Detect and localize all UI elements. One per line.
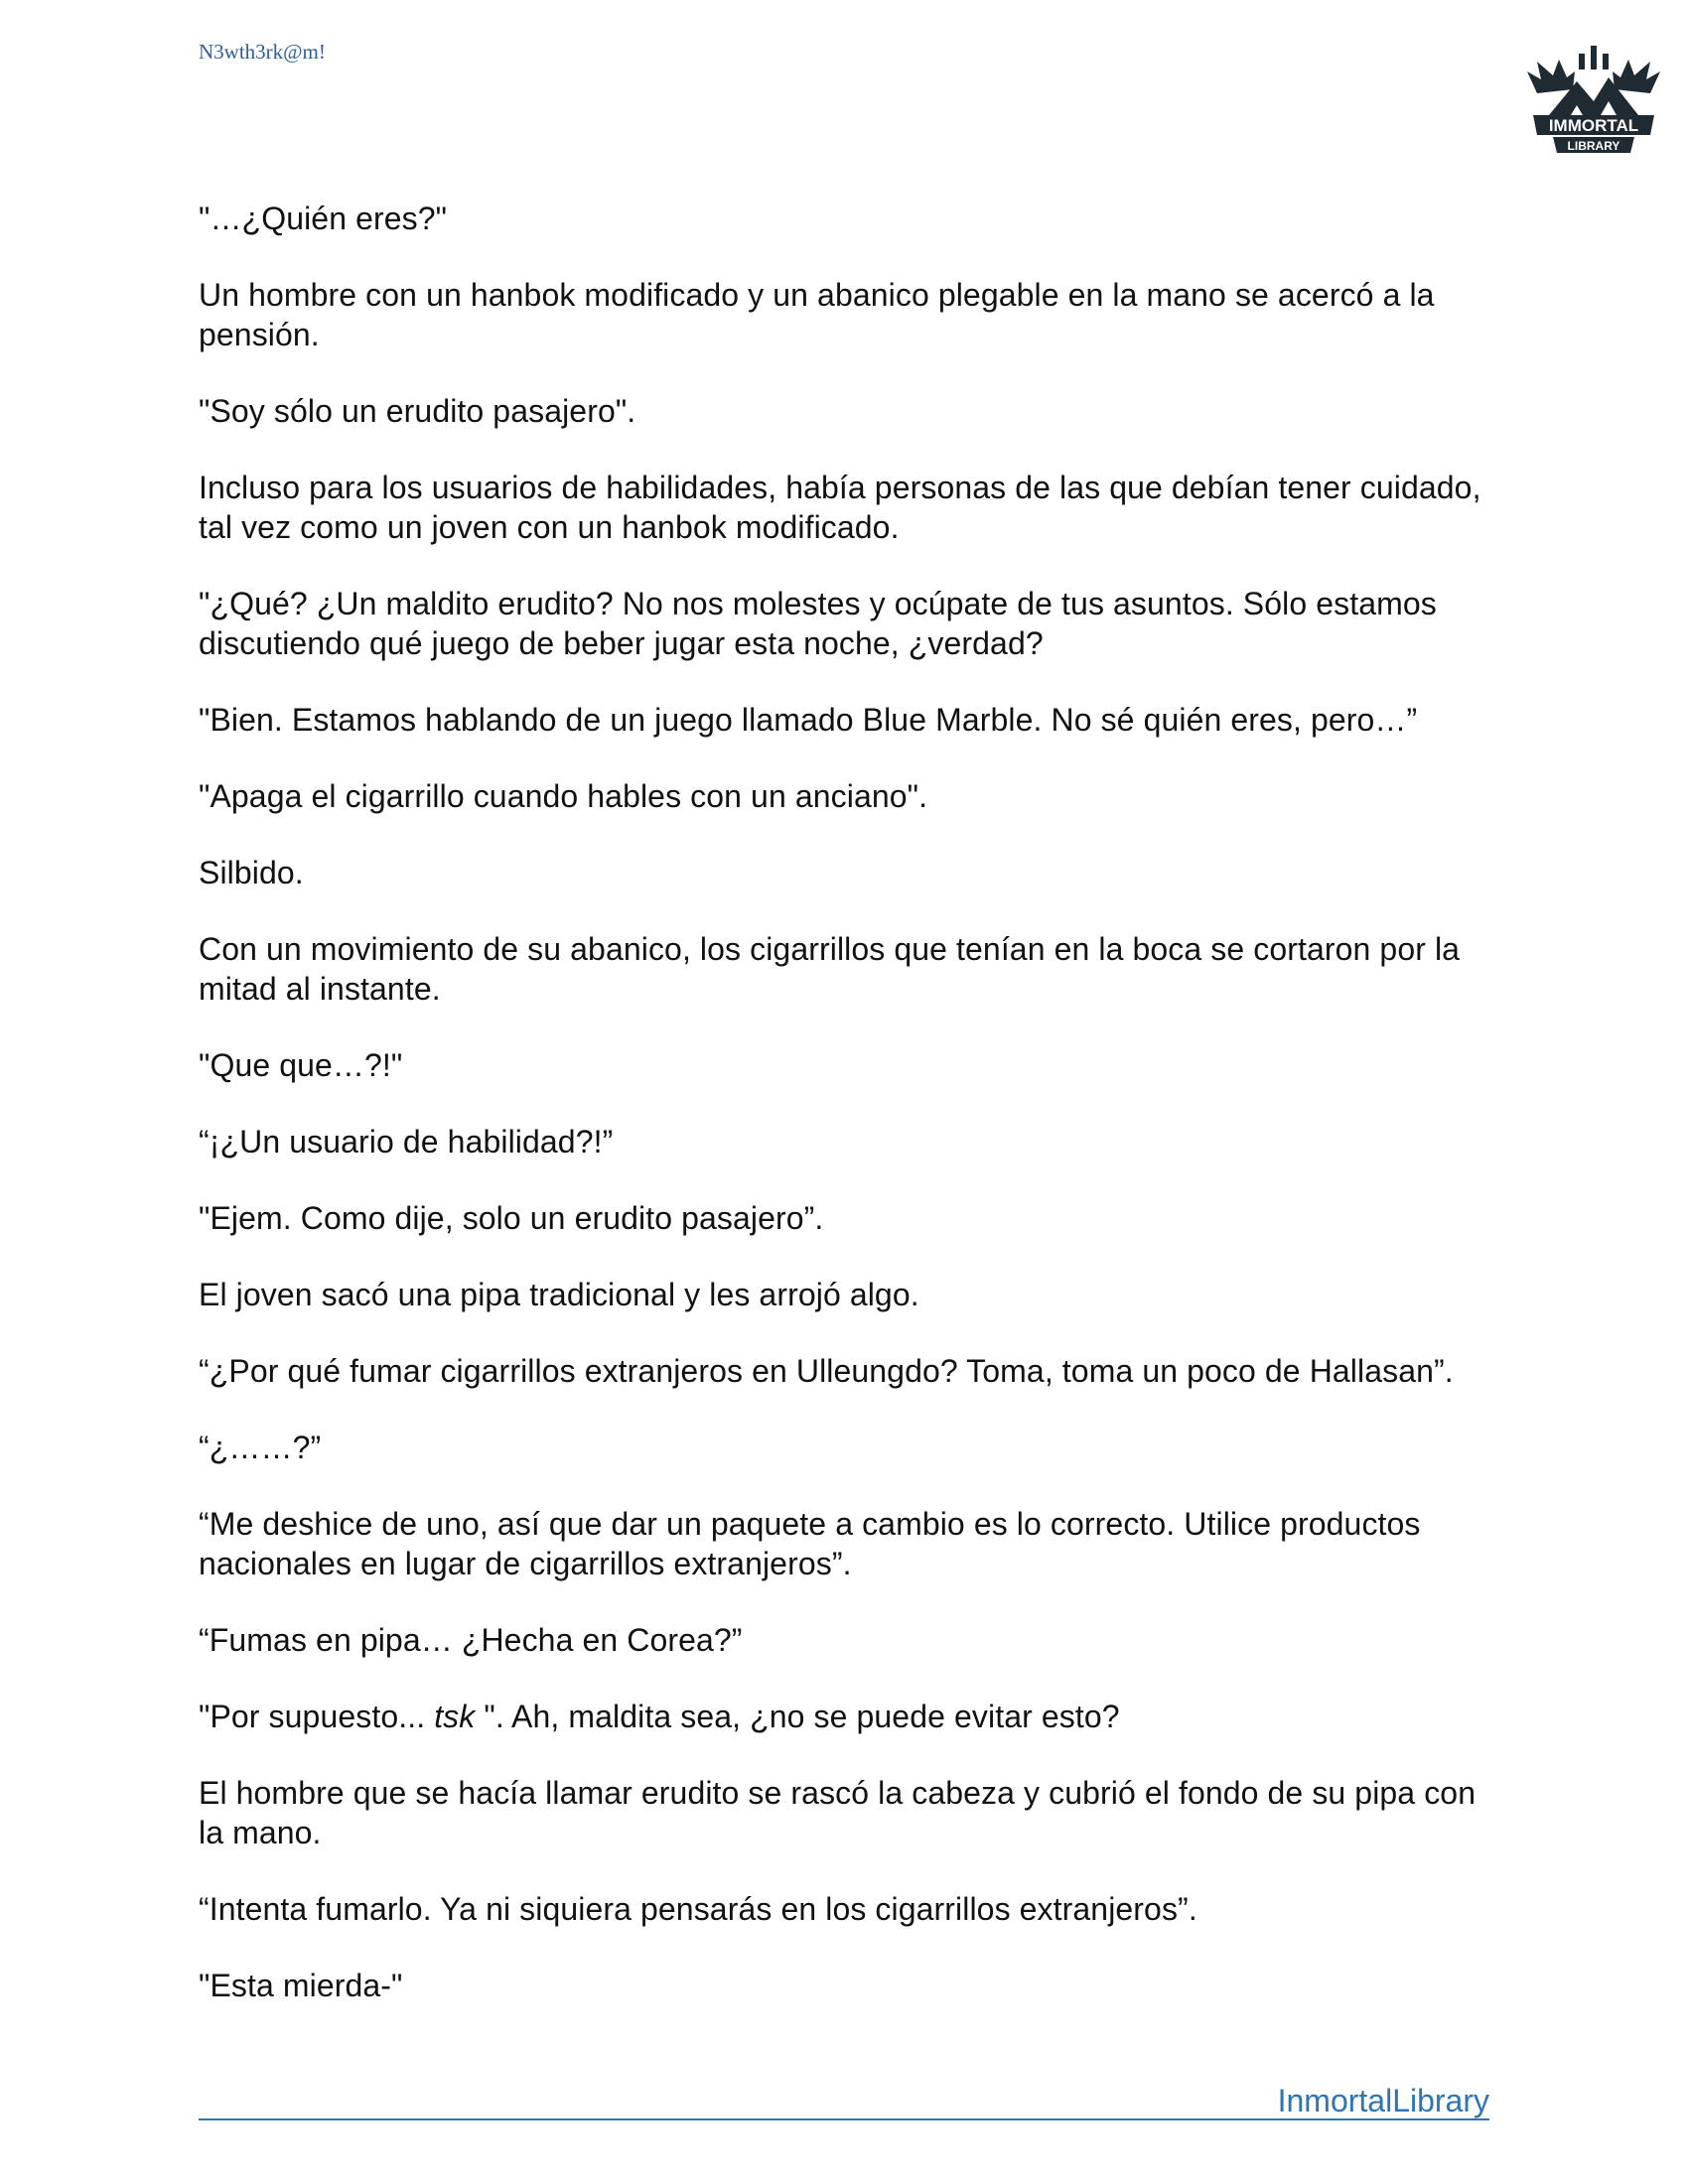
paragraph: Silbido. bbox=[199, 855, 304, 890]
paragraph: "…¿Quién eres?" bbox=[199, 201, 448, 236]
paragraph: "Soy sólo un erudito pasajero". bbox=[199, 393, 636, 429]
tsk-after: ". Ah, maldita sea, ¿no se puede evitar esto? bbox=[475, 1699, 1120, 1734]
immortal-library-logo bbox=[1519, 32, 1668, 161]
paragraph: “Me deshice de uno, así que dar un paquete a cambio es lo correcto. Utilice productos nacionales en lugar de cigarrillos extranjeros”. bbox=[199, 1506, 1421, 1581]
footer-divider bbox=[199, 2118, 1489, 2120]
paragraph: "¿Qué? ¿Un maldito erudito? No nos molestes y ocúpate de tus asuntos. Sólo estamos discutiendo qué juego de beber jugar esta noche, ¿verdad? bbox=[199, 586, 1437, 661]
tsk-italic: tsk bbox=[434, 1699, 476, 1734]
paragraph: "Esta mierda-" bbox=[199, 1968, 403, 2003]
paragraph: Con un movimiento de su abanico, los cigarrillos que tenían en la boca se cortaron por la mitad al instante. bbox=[199, 931, 1461, 1007]
logo-text-line1: IMMORTAL bbox=[1548, 116, 1639, 135]
paragraph: “¿Por qué fumar cigarrillos extranjeros en Ulleungdo? Toma, toma un poco de Hallasan”. bbox=[199, 1353, 1454, 1389]
paragraph: “Intenta fumarlo. Ya ni siquiera pensarás en los cigarrillos extranjeros”. bbox=[199, 1891, 1197, 1927]
paragraph: “Fumas en pipa… ¿Hecha en Corea?” bbox=[199, 1622, 743, 1658]
dragon-emblem-icon bbox=[1519, 32, 1668, 161]
tsk-before: "Por supuesto... bbox=[199, 1699, 435, 1734]
paragraph: El joven sacó una pipa tradicional y les arrojó algo. bbox=[199, 1277, 919, 1312]
paragraph: "Ejem. Como dije, solo un erudito pasajero”. bbox=[199, 1200, 824, 1236]
header-note: N3wth3rk@m! bbox=[199, 40, 326, 64]
paragraph: Incluso para los usuarios de habilidades, había personas de las que debían tener cuidado, tal vez como un joven con un hanbok modificado. bbox=[199, 470, 1481, 545]
paragraph: “¡¿Un usuario de habilidad?!” bbox=[199, 1124, 614, 1160]
paragraph: Un hombre con un hanbok modificado y un abanico plegable en la mano se acercó a la pensión. bbox=[199, 277, 1435, 352]
paragraph-tsk bbox=[199, 1697, 1499, 1736]
paragraph: "Apaga el cigarrillo cuando hables con un anciano". bbox=[199, 778, 928, 814]
paragraph: "Que que…?!" bbox=[199, 1047, 403, 1083]
paragraph: “¿……?” bbox=[199, 1430, 322, 1465]
logo-text-line2: LIBRARY bbox=[1567, 139, 1620, 153]
paragraph: El hombre que se hacía llamar erudito se rascó la cabeza y cubrió el fondo de su pipa con la mano. bbox=[199, 1775, 1477, 1850]
footer-link[interactable]: InmortalLibrary bbox=[1277, 2083, 1489, 2118]
document-body bbox=[199, 199, 1499, 2042]
paragraph: "Bien. Estamos hablando de un juego llamado Blue Marble. No sé quién eres, pero…” bbox=[199, 702, 1418, 738]
